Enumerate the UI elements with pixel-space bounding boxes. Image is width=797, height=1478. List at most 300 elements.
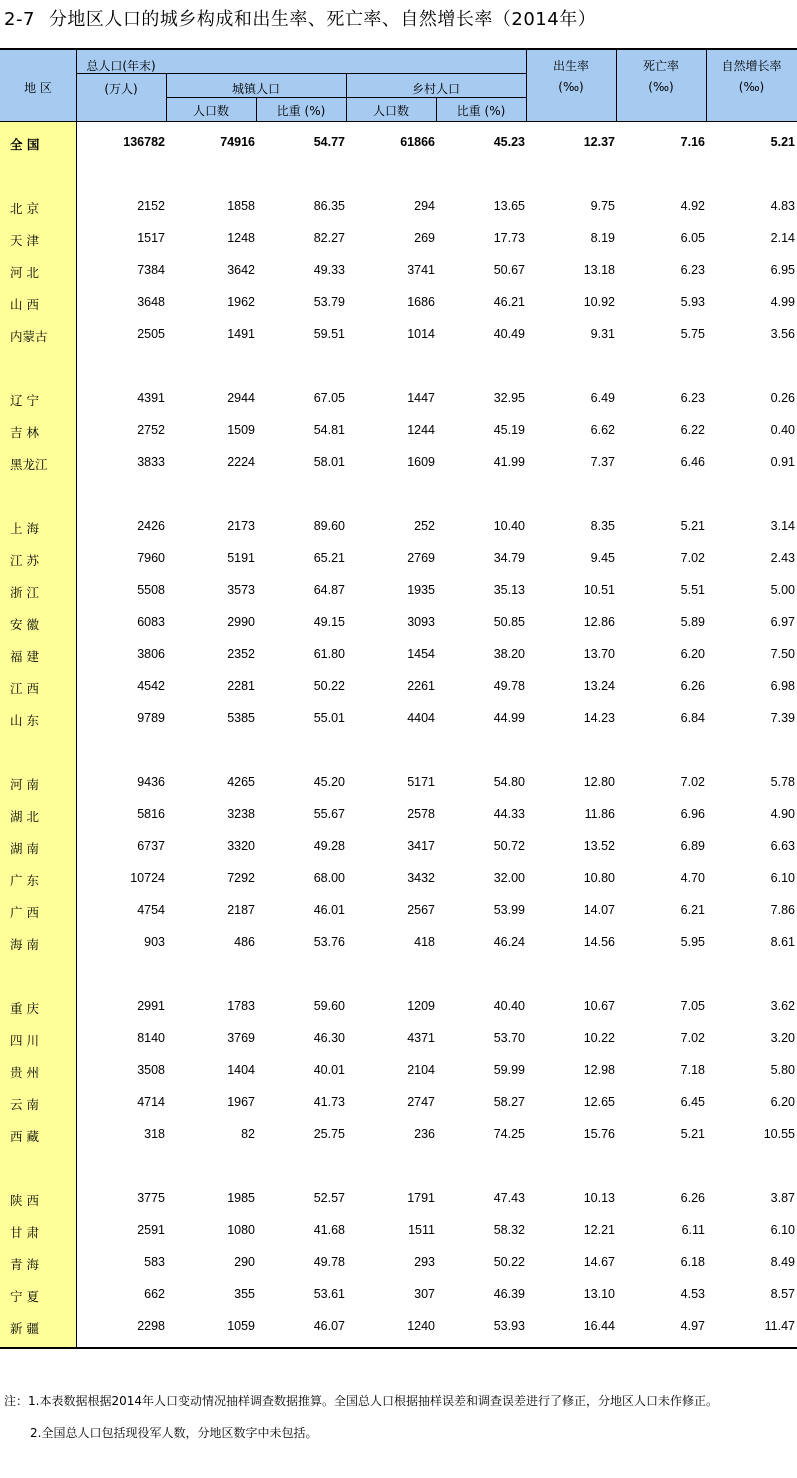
cell-rural-pct: 40.40 bbox=[493, 999, 525, 1013]
cell-rural-pct: 50.67 bbox=[493, 263, 525, 277]
cell-death: 6.89 bbox=[680, 839, 705, 853]
cell-urban-pct: 46.30 bbox=[313, 1031, 345, 1045]
cell-birth: 14.67 bbox=[583, 1255, 615, 1269]
cell-urban-pop: 2990 bbox=[227, 615, 255, 629]
region-name: 山 东 bbox=[10, 713, 39, 728]
cell-total: 9436 bbox=[137, 775, 165, 789]
cell-urban-pct: 46.07 bbox=[313, 1319, 345, 1333]
cell-growth: 8.57 bbox=[770, 1287, 795, 1301]
cell-rural-pop: 2104 bbox=[407, 1063, 435, 1077]
cell-total: 5508 bbox=[137, 583, 165, 597]
cell-birth: 13.52 bbox=[583, 839, 615, 853]
note-2: 2.全国总人口包括现役军人数，分地区数字中未包括。 bbox=[30, 1426, 318, 1440]
region-name: 贵 州 bbox=[10, 1065, 39, 1080]
cell-birth: 10.80 bbox=[583, 871, 615, 885]
cell-birth: 12.80 bbox=[583, 775, 615, 789]
cell-urban-pop: 3238 bbox=[227, 807, 255, 821]
cell-rural-pop: 4404 bbox=[407, 711, 435, 725]
cell-urban-pct: 41.73 bbox=[313, 1095, 345, 1109]
cell-birth: 14.56 bbox=[583, 935, 615, 949]
cell-urban-pct: 45.20 bbox=[313, 775, 345, 789]
cell-rural-pop: 2769 bbox=[407, 551, 435, 565]
cell-total: 5816 bbox=[137, 807, 165, 821]
cell-total: 2591 bbox=[137, 1223, 165, 1237]
cell-birth: 12.21 bbox=[583, 1223, 615, 1237]
cell-birth: 13.70 bbox=[583, 647, 615, 661]
cell-rural-pop: 1244 bbox=[407, 423, 435, 437]
region-name: 新 疆 bbox=[10, 1321, 39, 1336]
cell-urban-pop: 2944 bbox=[227, 391, 255, 405]
cell-rural-pop: 1014 bbox=[407, 327, 435, 341]
cell-death: 5.93 bbox=[680, 295, 705, 309]
region-name: 云 南 bbox=[10, 1097, 39, 1112]
cell-rural-pct: 45.19 bbox=[493, 423, 525, 437]
cell-growth: 6.20 bbox=[770, 1095, 795, 1109]
cell-urban-pct: 58.01 bbox=[313, 455, 345, 469]
region-name: 天 津 bbox=[10, 233, 39, 248]
region-name: 安 徽 bbox=[10, 617, 39, 632]
cell-rural-pop: 236 bbox=[414, 1127, 435, 1141]
cell-urban-pct: 49.78 bbox=[313, 1255, 345, 1269]
cell-rural-pct: 41.99 bbox=[493, 455, 525, 469]
cell-urban-pop: 3320 bbox=[227, 839, 255, 853]
cell-urban-pop: 355 bbox=[234, 1287, 255, 1301]
cell-death: 5.89 bbox=[680, 615, 705, 629]
region-name: 甘 肃 bbox=[10, 1225, 39, 1240]
cell-rural-pct: 13.65 bbox=[493, 199, 525, 213]
cell-urban-pop: 1491 bbox=[227, 327, 255, 341]
cell-rural-pct: 54.80 bbox=[493, 775, 525, 789]
cell-urban-pop: 1404 bbox=[227, 1063, 255, 1077]
cell-growth: 3.87 bbox=[770, 1191, 795, 1205]
region-name: 福 建 bbox=[10, 649, 39, 664]
cell-total: 4714 bbox=[137, 1095, 165, 1109]
cell-growth: 0.40 bbox=[770, 423, 795, 437]
header-rural-ratio: 比重 (%) bbox=[456, 104, 506, 118]
cell-rural-pct: 46.39 bbox=[493, 1287, 525, 1301]
cell-growth: 6.98 bbox=[770, 679, 795, 693]
cell-rural-pct: 32.95 bbox=[493, 391, 525, 405]
cell-birth: 14.23 bbox=[583, 711, 615, 725]
region-name: 广 西 bbox=[10, 905, 39, 920]
cell-birth: 13.24 bbox=[583, 679, 615, 693]
cell-death: 6.46 bbox=[680, 455, 705, 469]
region-name: 湖 北 bbox=[10, 809, 39, 824]
cell-urban-pop: 486 bbox=[234, 935, 255, 949]
cell-growth: 7.50 bbox=[770, 647, 795, 661]
region-name: 河 南 bbox=[10, 777, 39, 792]
cell-birth: 9.45 bbox=[590, 551, 615, 565]
region-name: 宁 夏 bbox=[10, 1289, 39, 1304]
cell-total: 903 bbox=[144, 935, 165, 949]
cell-death: 6.22 bbox=[680, 423, 705, 437]
cell-rural-pop: 294 bbox=[414, 199, 435, 213]
cell-total: 1517 bbox=[137, 231, 165, 245]
cell-growth: 2.43 bbox=[770, 551, 795, 565]
cell-birth: 6.62 bbox=[590, 423, 615, 437]
cell-growth: 6.97 bbox=[770, 615, 795, 629]
header-birth-unit: (‰) bbox=[558, 80, 584, 94]
cell-urban-pct: 54.81 bbox=[313, 423, 345, 437]
region-name: 内蒙古 bbox=[10, 329, 48, 344]
cell-rural-pop: 252 bbox=[414, 519, 435, 533]
header-total: 总人口(年末) bbox=[86, 59, 156, 73]
region-name: 江 西 bbox=[10, 681, 39, 696]
header-vdivider bbox=[436, 98, 437, 121]
header-birth: 出生率 bbox=[552, 59, 589, 73]
region-name: 全 国 bbox=[10, 137, 40, 152]
cell-total: 2298 bbox=[137, 1319, 165, 1333]
cell-urban-pop: 1080 bbox=[227, 1223, 255, 1237]
cell-rural-pct: 38.20 bbox=[493, 647, 525, 661]
cell-rural-pop: 61866 bbox=[400, 135, 435, 149]
header-total-unit: (万人) bbox=[104, 82, 138, 96]
cell-urban-pop: 1985 bbox=[227, 1191, 255, 1205]
cell-urban-pop: 1967 bbox=[227, 1095, 255, 1109]
cell-rural-pct: 46.21 bbox=[493, 295, 525, 309]
region-name: 陕 西 bbox=[10, 1193, 39, 1208]
region-name: 广 东 bbox=[10, 873, 39, 888]
cell-urban-pct: 67.05 bbox=[313, 391, 345, 405]
cell-rural-pop: 2261 bbox=[407, 679, 435, 693]
cell-birth: 12.37 bbox=[583, 135, 615, 149]
cell-death: 7.18 bbox=[680, 1063, 705, 1077]
cell-urban-pct: 40.01 bbox=[313, 1063, 345, 1077]
cell-rural-pct: 35.13 bbox=[493, 583, 525, 597]
cell-urban-pop: 1248 bbox=[227, 231, 255, 245]
cell-growth: 3.20 bbox=[770, 1031, 795, 1045]
region-name: 浙 江 bbox=[10, 585, 39, 600]
cell-birth: 12.98 bbox=[583, 1063, 615, 1077]
header-growth-unit: (‰) bbox=[738, 80, 765, 94]
cell-rural-pop: 1609 bbox=[407, 455, 435, 469]
cell-death: 6.18 bbox=[680, 1255, 705, 1269]
region-name: 江 苏 bbox=[10, 553, 39, 568]
cell-urban-pop: 82 bbox=[241, 1127, 255, 1141]
cell-death: 4.97 bbox=[680, 1319, 705, 1333]
cell-urban-pop: 3769 bbox=[227, 1031, 255, 1045]
region-name: 河 北 bbox=[10, 265, 39, 280]
header-urban-ratio: 比重 (%) bbox=[276, 104, 326, 118]
header-rural-pop: 人口数 bbox=[372, 104, 409, 118]
cell-birth: 14.07 bbox=[583, 903, 615, 917]
cell-urban-pop: 1509 bbox=[227, 423, 255, 437]
cell-total: 6737 bbox=[137, 839, 165, 853]
cell-death: 6.96 bbox=[680, 807, 705, 821]
region-name: 吉 林 bbox=[10, 425, 39, 440]
cell-urban-pop: 1783 bbox=[227, 999, 255, 1013]
header-urban: 城镇人口 bbox=[231, 82, 280, 96]
cell-growth: 8.49 bbox=[770, 1255, 795, 1269]
cell-birth: 8.35 bbox=[590, 519, 615, 533]
cell-urban-pct: 25.75 bbox=[313, 1127, 345, 1141]
header-divider-1 bbox=[76, 73, 526, 74]
cell-rural-pop: 2747 bbox=[407, 1095, 435, 1109]
cell-rural-pop: 4371 bbox=[407, 1031, 435, 1045]
cell-rural-pop: 1791 bbox=[407, 1191, 435, 1205]
page-title bbox=[4, 5, 596, 31]
cell-rural-pct: 58.32 bbox=[493, 1223, 525, 1237]
cell-rural-pct: 10.40 bbox=[493, 519, 525, 533]
cell-death: 5.95 bbox=[680, 935, 705, 949]
cell-total: 3508 bbox=[137, 1063, 165, 1077]
cell-urban-pop: 2173 bbox=[227, 519, 255, 533]
cell-rural-pct: 49.78 bbox=[493, 679, 525, 693]
cell-urban-pct: 65.21 bbox=[313, 551, 345, 565]
cell-total: 3775 bbox=[137, 1191, 165, 1205]
region-name: 青 海 bbox=[10, 1257, 39, 1272]
cell-urban-pct: 50.22 bbox=[313, 679, 345, 693]
cell-growth: 6.10 bbox=[770, 1223, 795, 1237]
cell-rural-pop: 5171 bbox=[407, 775, 435, 789]
cell-growth: 6.63 bbox=[770, 839, 795, 853]
header-vdivider bbox=[166, 74, 167, 121]
table-top-border bbox=[0, 48, 797, 50]
cell-rural-pct: 74.25 bbox=[493, 1127, 525, 1141]
cell-growth: 3.14 bbox=[770, 519, 795, 533]
cell-urban-pct: 41.68 bbox=[313, 1223, 345, 1237]
cell-birth: 11.86 bbox=[584, 807, 615, 821]
header-growth: 自然增长率 bbox=[721, 59, 782, 73]
cell-urban-pct: 49.15 bbox=[313, 615, 345, 629]
cell-rural-pop: 1240 bbox=[407, 1319, 435, 1333]
cell-birth: 15.76 bbox=[583, 1127, 615, 1141]
cell-total: 2991 bbox=[137, 999, 165, 1013]
cell-birth: 10.92 bbox=[583, 295, 615, 309]
cell-growth: 4.90 bbox=[770, 807, 795, 821]
cell-urban-pop: 3573 bbox=[227, 583, 255, 597]
cell-rural-pct: 53.93 bbox=[493, 1319, 525, 1333]
cell-rural-pct: 59.99 bbox=[493, 1063, 525, 1077]
cell-total: 10724 bbox=[130, 871, 165, 885]
cell-growth: 5.78 bbox=[770, 775, 795, 789]
cell-rural-pop: 2567 bbox=[407, 903, 435, 917]
cell-total: 4391 bbox=[137, 391, 165, 405]
cell-total: 4754 bbox=[137, 903, 165, 917]
cell-rural-pop: 2578 bbox=[407, 807, 435, 821]
cell-death: 6.84 bbox=[680, 711, 705, 725]
cell-urban-pct: 54.77 bbox=[313, 135, 345, 149]
region-name: 北 京 bbox=[10, 201, 39, 216]
region-name: 西 藏 bbox=[10, 1129, 39, 1144]
cell-death: 4.92 bbox=[680, 199, 705, 213]
cell-rural-pop: 269 bbox=[414, 231, 435, 245]
cell-total: 2752 bbox=[137, 423, 165, 437]
cell-growth: 0.91 bbox=[770, 455, 795, 469]
header-death-unit: (‰) bbox=[648, 80, 674, 94]
header-rural: 乡村人口 bbox=[411, 82, 460, 96]
cell-rural-pop: 1511 bbox=[408, 1223, 435, 1237]
cell-urban-pct: 52.57 bbox=[313, 1191, 345, 1205]
cell-urban-pct: 49.33 bbox=[313, 263, 345, 277]
cell-death: 6.23 bbox=[680, 263, 705, 277]
header-death: 死亡率 bbox=[642, 59, 679, 73]
cell-total: 6083 bbox=[137, 615, 165, 629]
cell-urban-pop: 3642 bbox=[227, 263, 255, 277]
header-region: 地 区 bbox=[24, 81, 52, 95]
header-urban-pop: 人口数 bbox=[192, 104, 229, 118]
cell-rural-pct: 50.85 bbox=[493, 615, 525, 629]
cell-total: 7384 bbox=[137, 263, 165, 277]
cell-death: 4.53 bbox=[680, 1287, 705, 1301]
cell-rural-pct: 40.49 bbox=[493, 327, 525, 341]
cell-urban-pct: 89.60 bbox=[313, 519, 345, 533]
header-vdivider bbox=[616, 50, 617, 121]
note-1: 注：1.本表数据根据2014年人口变动情况抽样调查数据推算。全国总人口根据抽样误差和调查误差进行了修正，分地区人口未作修正。 bbox=[4, 1394, 718, 1408]
cell-growth: 4.83 bbox=[770, 199, 795, 213]
cell-death: 5.75 bbox=[680, 327, 705, 341]
cell-birth: 9.75 bbox=[590, 199, 615, 213]
cell-rural-pop: 1935 bbox=[407, 583, 435, 597]
region-column-divider bbox=[76, 50, 77, 1347]
cell-total: 3833 bbox=[137, 455, 165, 469]
cell-rural-pct: 44.33 bbox=[493, 807, 525, 821]
cell-birth: 13.10 bbox=[583, 1287, 615, 1301]
cell-total: 2505 bbox=[137, 327, 165, 341]
cell-total: 662 bbox=[144, 1287, 165, 1301]
cell-growth: 3.56 bbox=[770, 327, 795, 341]
cell-birth: 8.19 bbox=[590, 231, 615, 245]
cell-urban-pct: 53.76 bbox=[313, 935, 345, 949]
region-name: 上 海 bbox=[10, 521, 39, 536]
cell-growth: 0.26 bbox=[770, 391, 795, 405]
cell-growth: 7.86 bbox=[770, 903, 795, 917]
cell-rural-pct: 34.79 bbox=[493, 551, 525, 565]
cell-rural-pct: 50.22 bbox=[493, 1255, 525, 1269]
cell-urban-pop: 2281 bbox=[227, 679, 255, 693]
cell-birth: 12.86 bbox=[583, 615, 615, 629]
cell-rural-pop: 293 bbox=[414, 1255, 435, 1269]
cell-rural-pop: 1686 bbox=[407, 295, 435, 309]
cell-urban-pop: 74916 bbox=[220, 135, 255, 149]
cell-rural-pop: 1454 bbox=[407, 647, 435, 661]
cell-death: 5.21 bbox=[680, 1127, 705, 1141]
cell-urban-pct: 59.51 bbox=[313, 327, 345, 341]
cell-death: 6.26 bbox=[680, 1191, 705, 1205]
cell-death: 6.45 bbox=[680, 1095, 705, 1109]
cell-birth: 10.67 bbox=[583, 999, 615, 1013]
cell-death: 5.51 bbox=[680, 583, 705, 597]
cell-urban-pop: 2224 bbox=[227, 455, 255, 469]
cell-growth: 4.99 bbox=[770, 295, 795, 309]
cell-birth: 10.22 bbox=[583, 1031, 615, 1045]
cell-rural-pct: 53.70 bbox=[493, 1031, 525, 1045]
cell-urban-pop: 7292 bbox=[227, 871, 255, 885]
header-vdivider bbox=[256, 98, 257, 121]
cell-death: 7.05 bbox=[680, 999, 705, 1013]
cell-death: 6.05 bbox=[680, 231, 705, 245]
cell-rural-pop: 307 bbox=[414, 1287, 435, 1301]
cell-growth: 5.21 bbox=[770, 135, 795, 149]
cell-birth: 12.65 bbox=[583, 1095, 615, 1109]
region-name: 海 南 bbox=[10, 937, 39, 952]
cell-growth: 2.14 bbox=[770, 231, 795, 245]
cell-total: 2152 bbox=[137, 199, 165, 213]
cell-growth: 5.80 bbox=[770, 1063, 795, 1077]
cell-total: 7960 bbox=[137, 551, 165, 565]
cell-growth: 6.95 bbox=[770, 263, 795, 277]
cell-total: 4542 bbox=[137, 679, 165, 693]
cell-death: 4.70 bbox=[680, 871, 705, 885]
header-vdivider bbox=[706, 50, 707, 121]
cell-rural-pct: 44.99 bbox=[493, 711, 525, 725]
cell-urban-pct: 59.60 bbox=[313, 999, 345, 1013]
cell-rural-pct: 47.43 bbox=[493, 1191, 525, 1205]
cell-death: 6.20 bbox=[680, 647, 705, 661]
cell-total: 3806 bbox=[137, 647, 165, 661]
cell-urban-pct: 55.01 bbox=[313, 711, 345, 725]
cell-death: 6.26 bbox=[680, 679, 705, 693]
cell-rural-pct: 50.72 bbox=[493, 839, 525, 853]
cell-total: 318 bbox=[144, 1127, 165, 1141]
cell-urban-pct: 61.80 bbox=[313, 647, 345, 661]
cell-rural-pop: 1209 bbox=[407, 999, 435, 1013]
cell-total: 136782 bbox=[123, 135, 165, 149]
region-name: 黑龙江 bbox=[10, 457, 48, 472]
cell-rural-pop: 1447 bbox=[407, 391, 435, 405]
cell-urban-pct: 53.79 bbox=[313, 295, 345, 309]
cell-urban-pop: 5191 bbox=[227, 551, 255, 565]
cell-total: 2426 bbox=[137, 519, 165, 533]
cell-birth: 7.37 bbox=[590, 455, 615, 469]
header-vdivider bbox=[526, 50, 527, 121]
cell-rural-pop: 3093 bbox=[407, 615, 435, 629]
cell-death: 6.11 bbox=[681, 1223, 705, 1237]
cell-death: 7.16 bbox=[680, 135, 705, 149]
cell-growth: 7.39 bbox=[770, 711, 795, 725]
table-bottom-border bbox=[0, 1347, 797, 1349]
cell-death: 6.21 bbox=[680, 903, 705, 917]
cell-death: 7.02 bbox=[680, 1031, 705, 1045]
cell-growth: 6.10 bbox=[770, 871, 795, 885]
cell-rural-pop: 3741 bbox=[407, 263, 435, 277]
region-name: 重 庆 bbox=[10, 1001, 39, 1016]
cell-urban-pop: 1858 bbox=[227, 199, 255, 213]
cell-rural-pct: 32.00 bbox=[493, 871, 525, 885]
cell-death: 7.02 bbox=[680, 775, 705, 789]
header-bottom-border bbox=[0, 121, 797, 122]
region-name: 山 西 bbox=[10, 297, 39, 312]
cell-rural-pct: 53.99 bbox=[493, 903, 525, 917]
cell-urban-pop: 5385 bbox=[227, 711, 255, 725]
cell-growth: 8.61 bbox=[770, 935, 795, 949]
cell-urban-pct: 46.01 bbox=[313, 903, 345, 917]
cell-total: 3648 bbox=[137, 295, 165, 309]
cell-birth: 10.51 bbox=[583, 583, 615, 597]
region-name: 四 川 bbox=[10, 1033, 39, 1048]
header-vdivider bbox=[346, 74, 347, 121]
cell-total: 9789 bbox=[137, 711, 165, 725]
region-name: 湖 南 bbox=[10, 841, 39, 856]
cell-death: 5.21 bbox=[680, 519, 705, 533]
cell-birth: 9.31 bbox=[590, 327, 615, 341]
cell-growth: 10.55 bbox=[763, 1127, 795, 1141]
region-name: 辽 宁 bbox=[10, 393, 39, 408]
cell-birth: 10.13 bbox=[583, 1191, 615, 1205]
cell-urban-pct: 53.61 bbox=[313, 1287, 345, 1301]
cell-rural-pct: 45.23 bbox=[493, 135, 525, 149]
cell-urban-pop: 2352 bbox=[227, 647, 255, 661]
cell-growth: 11.47 bbox=[764, 1319, 795, 1333]
table-title: 分地区人口的城乡构成和出生率、死亡率、自然增长率（2014年） bbox=[48, 9, 597, 30]
cell-urban-pop: 4265 bbox=[227, 775, 255, 789]
cell-urban-pct: 55.67 bbox=[313, 807, 345, 821]
cell-rural-pct: 17.73 bbox=[493, 231, 525, 245]
cell-urban-pct: 64.87 bbox=[313, 583, 345, 597]
cell-urban-pop: 1059 bbox=[227, 1319, 255, 1333]
cell-death: 6.23 bbox=[680, 391, 705, 405]
cell-total: 583 bbox=[144, 1255, 165, 1269]
